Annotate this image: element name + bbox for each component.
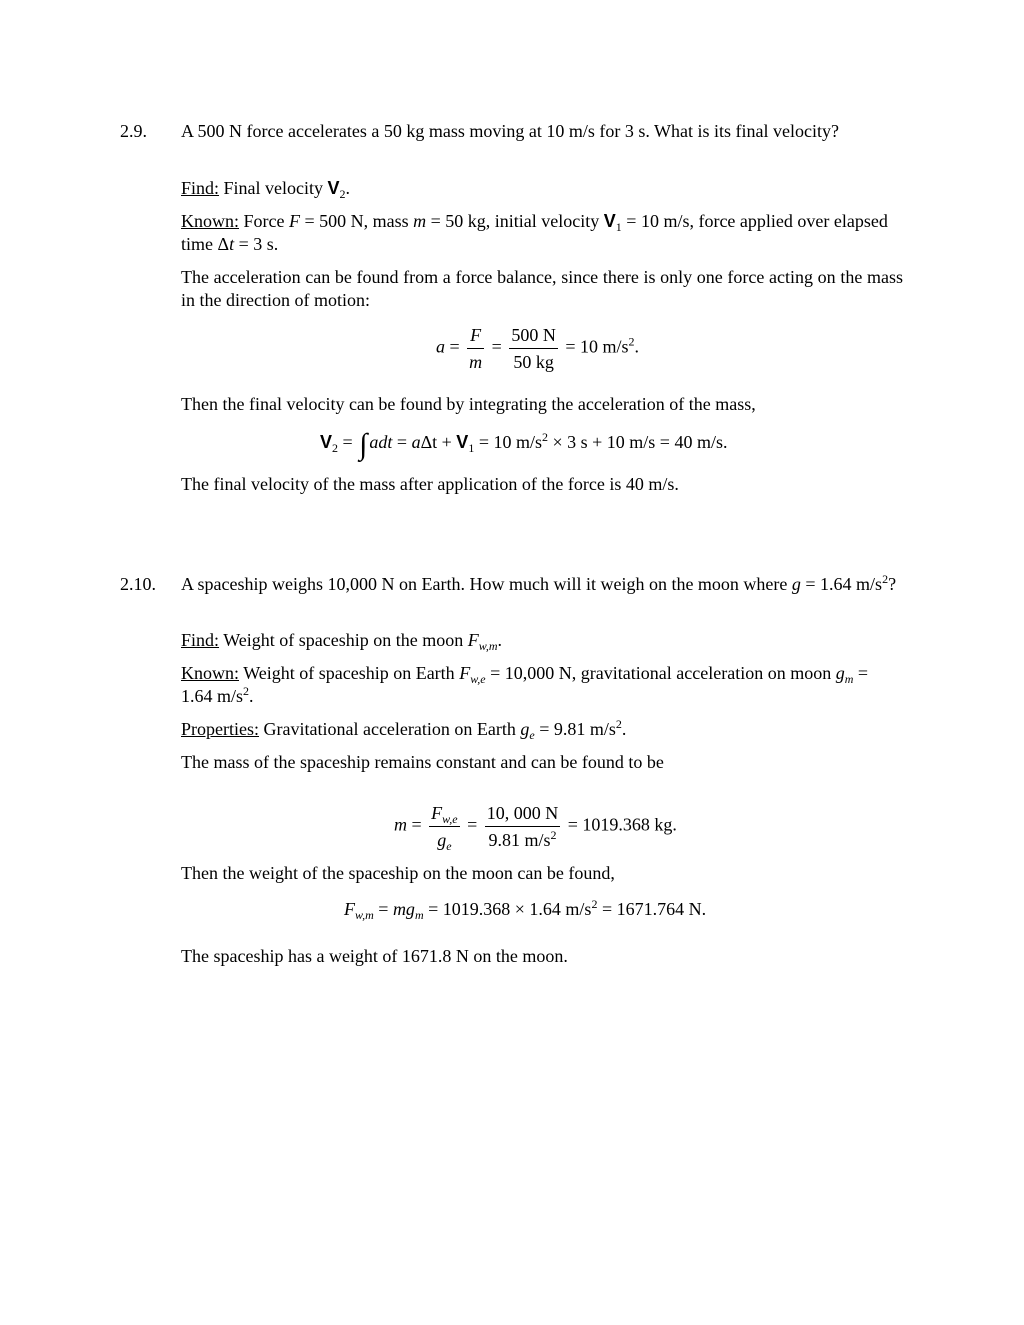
known-text-2: = 10,000 N, gravitational acceleration on moon — [485, 663, 836, 683]
integral-symbol: ∫ — [359, 428, 368, 461]
properties-text-3: . — [621, 719, 627, 739]
eq-lhs: m — [394, 814, 407, 835]
force-symbol: F — [467, 630, 479, 650]
eq-rhs: 10 m/s — [579, 336, 629, 357]
fraction-denominator — [429, 826, 459, 853]
paragraph-weight: Then the weight of the spaceship on the moon can be found, — [181, 863, 615, 883]
v1-subscript: 1 — [615, 220, 622, 234]
v2-symbol: V — [320, 432, 333, 452]
known-label: Known: — [181, 211, 239, 231]
fraction-numerator: F — [470, 325, 482, 345]
find-text: Final velocity — [223, 178, 328, 198]
known-text-1: Weight of spaceship on Earth — [243, 663, 460, 683]
fraction-denominator: 50 kg — [509, 348, 558, 375]
v1-symbol: V — [603, 211, 616, 231]
equals-sign: = — [567, 814, 578, 835]
equation-weight: $F_{w,m} = mg_m = 1019.368 \times 1.64$ $m/s^2 = 1671.764$ N. — [344, 897, 707, 922]
known-text-3: = 50 kg, initial velocity — [426, 211, 604, 231]
eq-rhs: 1671.764 N. — [616, 899, 707, 919]
properties-text-2: = 9.81 m/s — [534, 719, 616, 739]
find-end: . — [497, 630, 502, 650]
v1-subscript: 1 — [468, 441, 475, 455]
eq-rhs-sup: 2 — [628, 334, 635, 349]
known-text-3: = 1.64 m/s — [181, 663, 869, 706]
force-subscript: w,m — [355, 908, 374, 922]
g-symbol: g — [520, 719, 530, 739]
denominator-sup: 2 — [550, 828, 557, 842]
integrand: adt — [369, 432, 393, 452]
problem-statement: A 500 N force accelerates a 50 kg mass moving at 10 m/s for 3 s. What is its final velocity? — [181, 121, 840, 141]
mg-subscript: m — [414, 908, 424, 922]
g-subscript: m — [844, 672, 854, 686]
known-line — [181, 210, 903, 256]
force-symbol: F — [459, 663, 471, 683]
fraction-denominator — [485, 826, 561, 853]
fraction-f-over-g — [429, 800, 459, 853]
equals-sign: = — [565, 336, 576, 357]
find-label: Find: — [181, 630, 220, 650]
equals-sign: = — [467, 814, 478, 835]
equation-velocity: $V_2$ = ∫ adt = $a\Delta t + V_1 = 10$ $m/s^2 \times 3$ s + 10 m/s = 40 m/s. — [320, 428, 728, 461]
force-subscript: w,m — [478, 639, 498, 653]
properties-text-1: Gravitational acceleration on Earth — [263, 719, 521, 739]
problem-number: 2.10. — [120, 574, 156, 594]
known-sup: 2 — [243, 684, 250, 698]
eq-lhs: a — [436, 336, 445, 357]
find-label: Find: — [181, 178, 220, 198]
eq-rhs-1-sup: 2 — [541, 430, 548, 444]
known-text-5: = 3 s. — [234, 234, 279, 254]
known-text-1: Force — [243, 211, 289, 231]
v2-subscript: 2 — [332, 441, 339, 455]
g-subscript: e — [446, 839, 452, 853]
paragraph-mass: The mass of the spaceship remains constant and can be found to be — [181, 752, 664, 772]
denominator-value: 9.81 m/s — [488, 830, 551, 850]
mass-symbol: m — [413, 211, 427, 231]
fraction-numerator: 10, 000 N — [486, 803, 559, 823]
v1-symbol: V — [456, 432, 469, 452]
g-subscript: e — [529, 728, 535, 742]
time-symbol: t — [229, 234, 235, 254]
paragraph-acceleration: The acceleration can be found from a force balance, since there is only one force acting on the mass in the direction of motion: — [181, 267, 903, 310]
question-text-2: = 1.64 m/s — [800, 574, 883, 594]
force-subscript: w,e — [470, 672, 486, 686]
problem-statement — [181, 573, 903, 596]
force-subscript: w,e — [442, 812, 458, 826]
equals-sign: = — [411, 814, 422, 835]
find-line — [181, 629, 903, 652]
a-symbol: a — [411, 432, 421, 452]
question-text-1: A spaceship weighs 10,000 N on Earth. How much will it weigh on the moon where — [181, 574, 792, 594]
force-symbol: F — [288, 211, 300, 231]
paragraph-conclusion: The final velocity of the mass after application of the force is 40 m/s. — [181, 474, 679, 494]
known-text-4: = 10 m/s, force applied over elapsed time Δ — [181, 211, 888, 254]
fraction-values — [509, 322, 558, 375]
eq-end: . — [634, 336, 639, 357]
find-line: Find: Final velocity $V_2$. — [181, 178, 351, 201]
mg-symbol: mg — [392, 899, 415, 919]
g-symbol: g — [437, 830, 447, 850]
find-text: Weight of spaceship on the moon — [223, 630, 468, 650]
fraction-values — [485, 800, 561, 853]
velocity-subscript: 2 — [339, 187, 346, 201]
equation-acceleration — [436, 322, 639, 375]
properties-label: Properties: — [181, 719, 259, 739]
eq-mid: 1019.368 × 1.64 m/s — [442, 899, 592, 919]
properties-line — [181, 718, 903, 741]
g-symbol: g — [835, 663, 845, 683]
fraction-numerator — [429, 800, 459, 826]
fraction-f-over-m — [467, 322, 484, 375]
question-text-3: ? — [888, 574, 897, 594]
eq-rhs-1: 10 m/s — [493, 432, 542, 452]
equals-sign: = — [449, 336, 460, 357]
eq-mid-sup: 2 — [591, 897, 598, 911]
g-symbol: g — [791, 574, 801, 594]
fraction-numerator: 500 N — [511, 325, 556, 345]
velocity-symbol: V — [327, 178, 340, 198]
properties-sup: 2 — [615, 717, 622, 731]
eq-rhs-2: × 3 s + 10 m/s = 40 m/s. — [552, 432, 728, 452]
known-label: Known: — [181, 663, 239, 683]
fraction-denominator: m — [467, 348, 484, 375]
eq-rhs: 1019.368 kg. — [582, 814, 677, 835]
delta-t: Δt — [420, 432, 438, 452]
paragraph-conclusion: The spaceship has a weight of 1671.8 N on the moon. — [181, 946, 568, 966]
problem-number: 2.9. — [120, 121, 147, 141]
known-text-2: = 500 N, mass — [299, 211, 414, 231]
equation-mass — [394, 800, 677, 853]
question-sup: 2 — [882, 572, 889, 586]
known-line — [181, 662, 903, 708]
force-symbol: F — [431, 803, 443, 823]
known-text-4: . — [249, 686, 254, 706]
equals-sign: = — [491, 336, 502, 357]
force-symbol: F — [344, 899, 355, 919]
paragraph-integration: Then the final velocity can be found by integrating the acceleration of the mass, — [181, 394, 756, 414]
